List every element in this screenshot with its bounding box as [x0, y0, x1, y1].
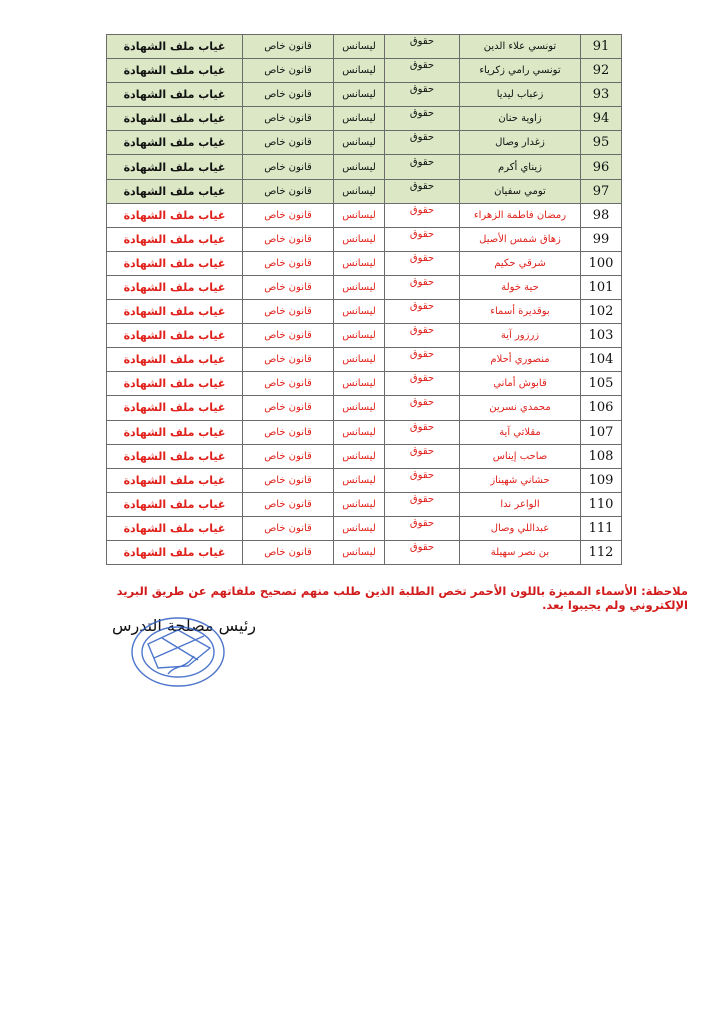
degree-cell: ليسانس [334, 396, 385, 420]
department-cell [385, 420, 460, 444]
student-name-cell: مقلاتي آية [460, 420, 581, 444]
student-name-cell: تونسي رامي زكرياء [460, 59, 581, 83]
row-number-cell: 91 [581, 35, 622, 59]
signature-title: رئيس مصلحة التدرس [111, 616, 256, 635]
status-cell: غياب ملف الشهادة [107, 372, 243, 396]
students-table-body [107, 35, 622, 565]
row-number-cell: 107 [581, 420, 622, 444]
specialty-cell: قانون خاص [243, 420, 334, 444]
row-number-cell: 97 [581, 179, 622, 203]
department-cell [385, 396, 460, 420]
status-cell: غياب ملف الشهادة [107, 251, 243, 275]
department-label: حقوق [409, 156, 435, 168]
department-label: حقوق [409, 60, 435, 72]
student-name-cell: بوقديرة أسماء [460, 300, 581, 324]
student-name-cell: زرزور آية [460, 324, 581, 348]
specialty-cell: قانون خاص [243, 107, 334, 131]
status-cell: غياب ملف الشهادة [107, 348, 243, 372]
department-cell [385, 516, 460, 540]
row-number-cell: 98 [581, 203, 622, 227]
row-number-cell: 102 [581, 300, 622, 324]
table-row [107, 492, 622, 516]
student-name-cell: تومي سفيان [460, 179, 581, 203]
row-number-cell: 104 [581, 348, 622, 372]
table-row [107, 516, 622, 540]
row-number-cell: 111 [581, 516, 622, 540]
department-cell [385, 227, 460, 251]
department-cell [385, 203, 460, 227]
table-row [107, 179, 622, 203]
department-cell [385, 179, 460, 203]
row-number-cell: 94 [581, 107, 622, 131]
department-label: حقوق [409, 180, 435, 192]
row-number-cell: 108 [581, 444, 622, 468]
specialty-cell: قانون خاص [243, 348, 334, 372]
status-cell: غياب ملف الشهادة [107, 179, 243, 203]
specialty-cell: قانون خاص [243, 83, 334, 107]
row-number-cell: 109 [581, 468, 622, 492]
row-number-cell: 110 [581, 492, 622, 516]
row-number-cell: 99 [581, 227, 622, 251]
student-name-cell: تونسي علاء الدين [460, 35, 581, 59]
department-cell [385, 372, 460, 396]
department-cell [385, 540, 460, 564]
student-name-cell: قابوش أماني [460, 372, 581, 396]
row-number-cell: 112 [581, 540, 622, 564]
status-cell: غياب ملف الشهادة [107, 396, 243, 420]
status-cell: غياب ملف الشهادة [107, 420, 243, 444]
department-label: حقوق [409, 325, 435, 337]
table-row [107, 396, 622, 420]
degree-cell: ليسانس [334, 83, 385, 107]
department-label: حقوق [409, 349, 435, 361]
department-cell [385, 131, 460, 155]
department-label: حقوق [409, 228, 435, 240]
student-name-cell: الواعر ندا [460, 492, 581, 516]
department-label: حقوق [409, 132, 435, 144]
student-name-cell: زيناي أكرم [460, 155, 581, 179]
specialty-cell: قانون خاص [243, 251, 334, 275]
table-row [107, 324, 622, 348]
degree-cell: ليسانس [334, 227, 385, 251]
department-cell [385, 251, 460, 275]
department-cell [385, 83, 460, 107]
department-label: حقوق [409, 421, 435, 433]
row-number-cell: 103 [581, 324, 622, 348]
specialty-cell: قانون خاص [243, 227, 334, 251]
student-name-cell: زغدار وصال [460, 131, 581, 155]
department-label: حقوق [409, 204, 435, 216]
department-label: حقوق [409, 84, 435, 96]
specialty-cell: قانون خاص [243, 516, 334, 540]
department-cell [385, 59, 460, 83]
specialty-cell: قانون خاص [243, 300, 334, 324]
table-row [107, 35, 622, 59]
student-name-cell: شرقي حكيم [460, 251, 581, 275]
degree-cell: ليسانس [334, 372, 385, 396]
status-cell: غياب ملف الشهادة [107, 492, 243, 516]
department-label: حقوق [409, 276, 435, 288]
department-cell [385, 348, 460, 372]
degree-cell: ليسانس [334, 131, 385, 155]
status-cell: غياب ملف الشهادة [107, 300, 243, 324]
degree-cell: ليسانس [334, 444, 385, 468]
department-label: حقوق [409, 373, 435, 385]
student-name-cell: زهاق شمس الأصيل [460, 227, 581, 251]
table-row [107, 300, 622, 324]
department-cell [385, 492, 460, 516]
degree-cell: ليسانس [334, 420, 385, 444]
specialty-cell: قانون خاص [243, 324, 334, 348]
department-label: حقوق [409, 517, 435, 529]
department-label: حقوق [409, 445, 435, 457]
students-table-wrapper [106, 34, 615, 565]
department-cell [385, 275, 460, 299]
row-number-cell: 105 [581, 372, 622, 396]
row-number-cell: 96 [581, 155, 622, 179]
status-cell: غياب ملف الشهادة [107, 131, 243, 155]
student-name-cell: زعباب ليديا [460, 83, 581, 107]
status-cell: غياب ملف الشهادة [107, 275, 243, 299]
degree-cell: ليسانس [334, 540, 385, 564]
student-name-cell: منصوري أحلام [460, 348, 581, 372]
status-cell: غياب ملف الشهادة [107, 516, 243, 540]
specialty-cell: قانون خاص [243, 203, 334, 227]
table-row [107, 107, 622, 131]
row-number-cell: 92 [581, 59, 622, 83]
table-row [107, 131, 622, 155]
row-number-cell: 95 [581, 131, 622, 155]
department-cell [385, 324, 460, 348]
degree-cell: ليسانس [334, 516, 385, 540]
department-label: حقوق [409, 542, 435, 554]
table-row [107, 251, 622, 275]
department-label: حقوق [409, 469, 435, 481]
degree-cell: ليسانس [334, 468, 385, 492]
table-row [107, 420, 622, 444]
status-cell: غياب ملف الشهادة [107, 203, 243, 227]
department-cell [385, 35, 460, 59]
specialty-cell: قانون خاص [243, 155, 334, 179]
degree-cell: ليسانس [334, 251, 385, 275]
degree-cell: ليسانس [334, 324, 385, 348]
table-row [107, 275, 622, 299]
specialty-cell: قانون خاص [243, 396, 334, 420]
status-cell: غياب ملف الشهادة [107, 155, 243, 179]
department-cell [385, 155, 460, 179]
table-row [107, 155, 622, 179]
department-cell [385, 444, 460, 468]
specialty-cell: قانون خاص [243, 492, 334, 516]
table-row [107, 540, 622, 564]
specialty-cell: قانون خاص [243, 372, 334, 396]
specialty-cell: قانون خاص [243, 131, 334, 155]
table-row [107, 59, 622, 83]
specialty-cell: قانون خاص [243, 444, 334, 468]
degree-cell: ليسانس [334, 492, 385, 516]
student-name-cell: حشاني شهيناز [460, 468, 581, 492]
department-label: حقوق [409, 301, 435, 313]
degree-cell: ليسانس [334, 203, 385, 227]
status-cell: غياب ملف الشهادة [107, 324, 243, 348]
table-row [107, 444, 622, 468]
department-cell [385, 300, 460, 324]
department-cell [385, 468, 460, 492]
status-cell: غياب ملف الشهادة [107, 540, 243, 564]
degree-cell: ليسانس [334, 348, 385, 372]
department-label: حقوق [409, 397, 435, 409]
students-table [106, 34, 622, 565]
student-name-cell: رمضان فاطمة الزهراء [460, 203, 581, 227]
degree-cell: ليسانس [334, 179, 385, 203]
degree-cell: ليسانس [334, 107, 385, 131]
department-label: حقوق [409, 108, 435, 120]
department-label: حقوق [409, 36, 435, 48]
student-name-cell: عبداللي وصال [460, 516, 581, 540]
specialty-cell: قانون خاص [243, 275, 334, 299]
department-label: حقوق [409, 252, 435, 264]
department-cell [385, 107, 460, 131]
specialty-cell: قانون خاص [243, 179, 334, 203]
degree-cell: ليسانس [334, 35, 385, 59]
status-cell: غياب ملف الشهادة [107, 35, 243, 59]
row-number-cell: 93 [581, 83, 622, 107]
row-number-cell: 100 [581, 251, 622, 275]
department-label: حقوق [409, 493, 435, 505]
official-stamp [118, 608, 238, 692]
degree-cell: ليسانس [334, 300, 385, 324]
table-row [107, 468, 622, 492]
specialty-cell: قانون خاص [243, 540, 334, 564]
student-name-cell: حية خولة [460, 275, 581, 299]
table-row [107, 348, 622, 372]
specialty-cell: قانون خاص [243, 35, 334, 59]
student-name-cell: زاوية حنان [460, 107, 581, 131]
status-cell: غياب ملف الشهادة [107, 444, 243, 468]
table-row [107, 83, 622, 107]
row-number-cell: 101 [581, 275, 622, 299]
status-cell: غياب ملف الشهادة [107, 107, 243, 131]
degree-cell: ليسانس [334, 155, 385, 179]
status-cell: غياب ملف الشهادة [107, 59, 243, 83]
table-row [107, 203, 622, 227]
table-row [107, 372, 622, 396]
student-name-cell: بن نصر سهيلة [460, 540, 581, 564]
specialty-cell: قانون خاص [243, 59, 334, 83]
status-cell: غياب ملف الشهادة [107, 83, 243, 107]
student-name-cell: صاحب إيناس [460, 444, 581, 468]
degree-cell: ليسانس [334, 275, 385, 299]
status-cell: غياب ملف الشهادة [107, 468, 243, 492]
status-cell: غياب ملف الشهادة [107, 227, 243, 251]
specialty-cell: قانون خاص [243, 468, 334, 492]
note-text: ملاحظة: الأسماء المميزة باللون الأحمر تخص الطلبة الذين طلب منهم تصحيح ملفاتهم عن طريق البريد الإلكتروني ولم يجيبوا بعد. [116, 584, 688, 612]
degree-cell: ليسانس [334, 59, 385, 83]
row-number-cell: 106 [581, 396, 622, 420]
student-name-cell: محمدي نسرين [460, 396, 581, 420]
table-row [107, 227, 622, 251]
